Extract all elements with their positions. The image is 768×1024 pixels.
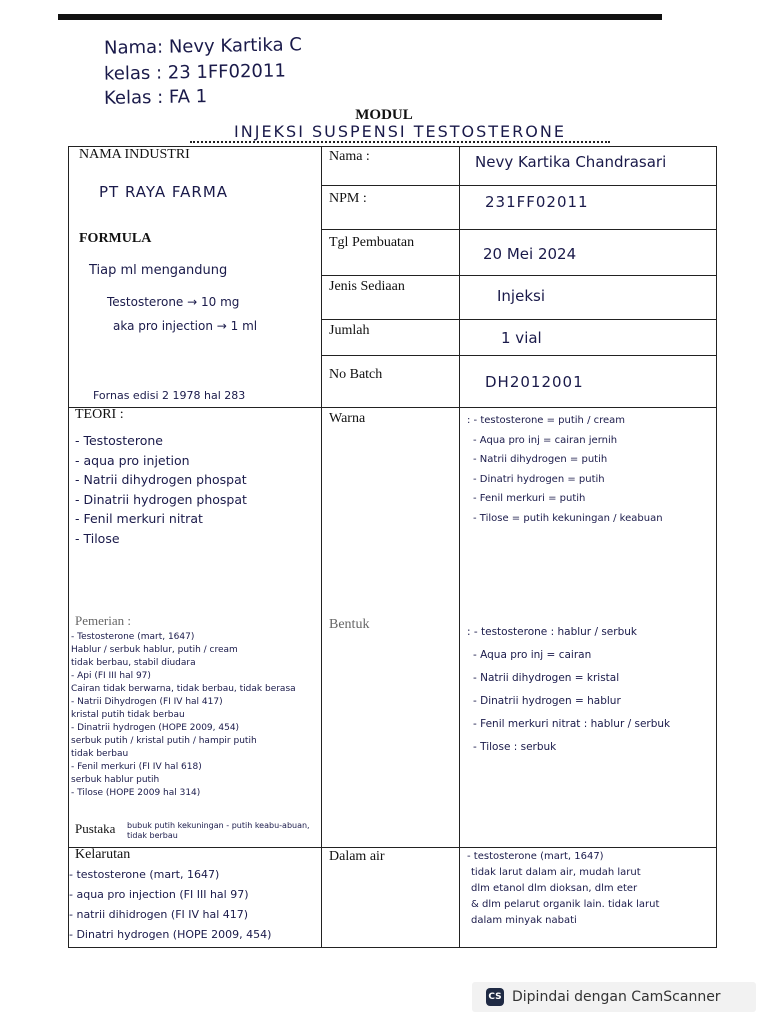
no-batch-value: DH2012001 <box>485 373 584 391</box>
list-item: tidak berbau <box>71 749 129 759</box>
modul-table <box>68 146 717 948</box>
scan-top-edge <box>58 14 662 20</box>
tgl-pembuatan-value: 20 Mei 2024 <box>483 245 577 263</box>
kelarutan-list <box>69 865 319 945</box>
modul-title: MODUL <box>355 107 413 123</box>
list-item: - Natrii Dihydrogen (FI IV hal 417) <box>71 697 223 707</box>
list-item: : - testosterone = putih / cream <box>467 415 626 426</box>
formula-line-2: Testosterone → 10 mg <box>107 295 240 309</box>
table-divider-right <box>459 147 460 947</box>
list-item: - aqua pro injetion <box>75 452 190 468</box>
pemerian-list <box>71 631 319 800</box>
list-item: - natrii dihidrogen (FI IV hal 417) <box>69 908 249 921</box>
list-item: - Tilose <box>75 530 120 546</box>
list-item: tidak berbau, stabil diudara <box>71 658 196 668</box>
list-item: - Tilose = putih kekuningan / keabuan <box>473 512 663 524</box>
list-item: dalam minyak nabati <box>471 915 577 926</box>
jenis-sediaan-value: Injeksi <box>497 287 545 305</box>
table-divider-left <box>321 147 322 947</box>
pemerian-label: Pemerian : <box>75 613 131 628</box>
list-item: Hablur / serbuk hablur, putih / cream <box>71 645 238 655</box>
tgl-pembuatan-label: Tgl Pembuatan <box>329 235 415 250</box>
list-item: - Aqua pro inj = cairan jernih <box>473 434 618 446</box>
warna-label: Warna <box>329 411 366 426</box>
bentuk-label: Bentuk <box>329 617 370 632</box>
header-nama: Nama: Nevy Kartika C <box>103 34 302 59</box>
list-item: - Fenil merkuri = putih <box>473 493 586 504</box>
list-item: serbuk hablur putih <box>71 775 160 785</box>
list-item: kristal putih tidak berbau <box>71 710 185 720</box>
list-item: - testosterone (mart, 1647) <box>467 851 604 862</box>
list-item: - Natrii dihydrogen phospat <box>75 472 247 487</box>
list-item: - Dinatrii hydrogen phospat <box>75 491 247 507</box>
list-item: - Tilose (HOPE 2009 hal 314) <box>71 788 201 798</box>
warna-list <box>467 411 717 528</box>
dalam-air-label: Dalam air <box>329 849 385 864</box>
list-item: - Natrii dihydrogen = kristal <box>473 672 620 684</box>
list-item: - Fenil merkuri nitrat <box>75 511 203 526</box>
bentuk-list <box>467 621 717 759</box>
kelarutan-label: Kelarutan <box>75 847 131 862</box>
npm-label: NPM : <box>329 191 367 206</box>
list-item: - Testosterone (mart, 1647) <box>71 632 195 642</box>
camscanner-watermark <box>472 982 756 1012</box>
list-item: - Dinatri hydrogen = putih <box>473 473 605 485</box>
list-item: - aqua pro injection (FI III hal 97) <box>69 888 249 901</box>
pustaka-label: Pustaka <box>75 821 116 836</box>
nama-industri-value: PT RAYA FARMA <box>99 183 229 201</box>
camscanner-text: Dipindai dengan CamScanner <box>512 989 721 1005</box>
camscanner-logo-icon: CS <box>486 988 504 1006</box>
list-item: - Fenil merkuri nitrat : hablur / serbuk <box>473 718 671 730</box>
formula-line-3: aka pro injection → 1 ml <box>113 319 258 333</box>
header-kelas-npm: kelas : 23 1FF02011 <box>103 60 286 85</box>
list-item: - Dinatrii hydrogen = hablur <box>473 695 621 707</box>
list-item: - Api (FI III hal 97) <box>71 671 151 681</box>
list-item: serbuk putih / kristal putih / hampir putih <box>71 736 257 746</box>
list-item: & dlm pelarut organik lain. tidak larut <box>471 899 660 910</box>
list-item: Cairan tidak berwarna, tidak berbau, tidak berasa <box>71 684 296 694</box>
no-batch-label: No Batch <box>329 367 383 382</box>
teori-list <box>75 431 247 548</box>
nama-industri-label: NAMA INDUSTRI <box>79 147 190 162</box>
jenis-sediaan-label: Jenis Sediaan <box>329 279 405 294</box>
list-item: - Natrii dihydrogen = putih <box>473 454 608 465</box>
list-item: - testosterone (mart, 1647) <box>69 868 220 881</box>
header-kelas-class: Kelas : FA 1 <box>103 86 208 109</box>
modul-subject: INJEKSI SUSPENSI TESTOSTERONE <box>190 122 610 143</box>
list-item: : - testosterone : hablur / serbuk <box>467 626 637 638</box>
formula-label: FORMULA <box>79 231 152 246</box>
list-item: - Dinatri hydrogen (HOPE 2009, 454) <box>69 928 272 941</box>
dalam-air-list <box>467 849 717 929</box>
jumlah-value: 1 vial <box>501 329 542 347</box>
list-item: dlm etanol dlm dioksan, dlm eter <box>471 883 638 894</box>
list-item: - Fenil merkuri (FI IV hal 618) <box>71 762 202 772</box>
formula-line-1: Tiap ml mengandung <box>89 263 228 278</box>
formula-reference: Fornas edisi 2 1978 hal 283 <box>93 389 246 402</box>
list-item: - Testosterone <box>75 433 163 448</box>
jumlah-label: Jumlah <box>329 323 370 338</box>
teori-label: TEORI : <box>75 407 124 422</box>
list-item: tidak larut dalam air, mudah larut <box>471 867 641 878</box>
list-item: - Tilose : serbuk <box>473 741 557 753</box>
nama-value: Nevy Kartika Chandrasari <box>475 153 667 171</box>
list-item: - Dinatrii hydrogen (HOPE 2009, 454) <box>71 723 240 733</box>
list-item: - Aqua pro inj = cairan <box>473 649 592 661</box>
nama-label: Nama : <box>329 149 370 164</box>
npm-value: 231FF02011 <box>485 193 589 211</box>
pustaka-text: bubuk putih kekuningan - putih keabu-abuan, tidak berbau <box>127 821 310 840</box>
